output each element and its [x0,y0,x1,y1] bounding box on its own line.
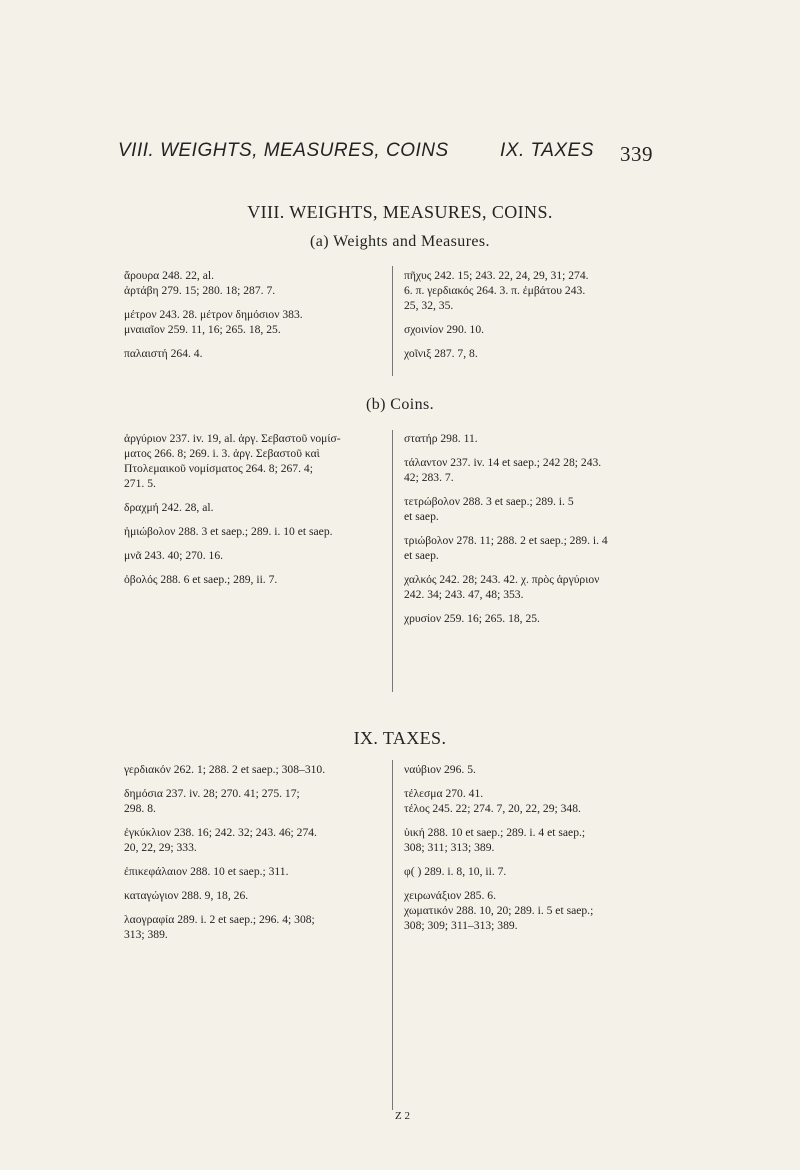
taxes-left-column [124,762,394,951]
index-entry-line: ἀργύριον 237. iv. 19, al. ἀργ. Σεβαστοῦ νομίσ- [124,432,341,445]
index-entry-line: μνᾶ 243. 40; 270. 16. [124,549,224,562]
index-entry-line: χαλκός 242. 28; 243. 42. χ. πρὸς ἀργύριον [404,573,600,586]
index-entry-line: μναιαῖον 259. 11, 16; 265. 18, 25. [124,323,281,336]
weights-left-column [124,268,384,370]
index-entry [124,548,394,563]
index-entry-line: 308; 311; 313; 389. [404,841,495,854]
index-entry-line: στατήρ 298. 11. [404,432,478,445]
index-entry-line: ἐπικεφάλαιον 288. 10 et saep.; 311. [124,865,289,878]
index-entry-line: ματος 266. 8; 269. i. 3. ἀργ. Σεβαστοῦ καὶ [124,447,320,460]
index-entry [404,888,704,933]
index-entry-line: χρυσίον 259. 16; 265. 18, 25. [404,612,540,625]
index-entry [124,307,384,337]
index-entry-line: σχοινίον 290. 10. [404,323,485,336]
subsection-coins-title: (b) Coins. [366,396,434,413]
index-entry-line: 271. 5. [124,477,156,490]
index-entry [124,346,384,361]
index-entry-line: χωματικόν 288. 10, 20; 289. i. 5 et saep.; [404,904,594,917]
index-entry-line: ἀρτάβη 279. 15; 280. 18; 287. 7. [124,284,276,297]
section-viii-title: VIII. WEIGHTS, MEASURES, COINS. [247,202,553,222]
index-entry-line: τετρώβολον 288. 3 et saep.; 289. i. 5 [404,495,574,508]
index-entry [404,786,704,816]
running-head-right: IX. TAXES [500,140,594,161]
index-entry [404,268,704,313]
index-entry [404,322,704,337]
index-entry-line: χοῖνιξ 287. 7, 8. [404,347,478,360]
index-entry-line: 25, 32, 35. [404,299,454,312]
index-entry [124,786,394,816]
index-entry [124,268,384,298]
index-entry-line: δημόσια 237. iv. 28; 270. 41; 275. 17; [124,787,300,800]
index-entry-line: τέλος 245. 22; 274. 7, 20, 22, 29; 348. [404,802,581,815]
signature-mark: Z 2 [395,1110,410,1122]
index-entry [404,533,704,563]
index-entry [124,524,394,539]
index-entry [404,346,704,361]
index-entry-line: 313; 389. [124,928,168,941]
index-entry-line: καταγώγιον 288. 9, 18, 26. [124,889,249,902]
index-entry-line: ἄρουρα 248. 22, al. [124,269,214,282]
subsection-weights-measures-title: (a) Weights and Measures. [310,233,490,250]
index-entry [404,611,704,626]
running-head [118,140,678,174]
taxes-right-column [404,762,704,942]
index-entry-line: et saep. [404,510,439,523]
weights-right-column [404,268,704,370]
index-entry-line: et saep. [404,549,439,562]
index-entry-line: φ( ) 289. i. 8, 10, ii. 7. [404,865,507,878]
index-entry [404,825,704,855]
running-head-left: VIII. WEIGHTS, MEASURES, COINS [118,140,449,161]
index-entry-line: 20, 22, 29; 333. [124,841,197,854]
index-entry [404,572,704,602]
index-entry-line: 298. 8. [124,802,156,815]
index-entry-line: γερδιακόν 262. 1; 288. 2 et saep.; 308–310. [124,763,326,776]
index-entry-line: χειρωνάξιον 285. 6. [404,889,496,902]
index-entry [404,864,704,879]
coins-right-column [404,431,704,635]
index-entry [404,762,704,777]
index-entry-line: τέλεσμα 270. 41. [404,787,484,800]
index-entry-line: λαογραφία 289. i. 2 et saep.; 296. 4; 308; [124,913,315,926]
column-divider [392,266,393,376]
column-divider [392,430,393,692]
index-entry [124,864,394,879]
coins-left-column [124,431,394,596]
index-entry-line: ὑική 288. 10 et saep.; 289. i. 4 et saep.; [404,826,586,839]
index-entry-line: 6. π. γερδιακός 264. 3. π. ἐμβάτου 243. [404,284,586,297]
index-entry [124,572,394,587]
index-entry-line: δραχμή 242. 28, al. [124,501,214,514]
index-entry-line: πῆχυς 242. 15; 243. 22, 24, 29, 31; 274. [404,269,589,282]
index-entry [404,455,704,485]
index-entry-line: ναύβιον 296. 5. [404,763,476,776]
index-entry [124,912,394,942]
index-entry-line: μέτρον 243. 28. μέτρον δημόσιον 383. [124,308,303,321]
index-entry [124,500,394,515]
index-entry [124,888,394,903]
index-entry-line: τριώβολον 278. 11; 288. 2 et saep.; 289. i. 4 [404,534,608,547]
index-entry-line: τάλαντον 237. iv. 14 et saep.; 242 28; 243. [404,456,602,469]
index-entry [404,494,704,524]
index-entry-line: 42; 283. 7. [404,471,454,484]
index-entry-line: 308; 309; 311–313; 389. [404,919,518,932]
index-entry [124,825,394,855]
index-entry-line: ἡμιώβολον 288. 3 et saep.; 289. i. 10 et saep. [124,525,333,538]
index-entry [404,431,704,446]
index-entry-line: παλαιστή 264. 4. [124,347,203,360]
index-entry [124,762,394,777]
index-entry [124,431,394,491]
column-divider [392,760,393,1110]
index-entry-line: Πτολεμαικοῦ νομίσματος 264. 8; 267. 4; [124,462,313,475]
section-ix-title: IX. TAXES. [353,728,447,748]
index-entry-line: ὀβολός 288. 6 et saep.; 289, ii. 7. [124,573,278,586]
page-number: 339 [620,142,653,166]
index-entry-line: ἐγκύκλιον 238. 16; 242. 32; 243. 46; 274. [124,826,317,839]
index-entry-line: 242. 34; 243. 47, 48; 353. [404,588,524,601]
